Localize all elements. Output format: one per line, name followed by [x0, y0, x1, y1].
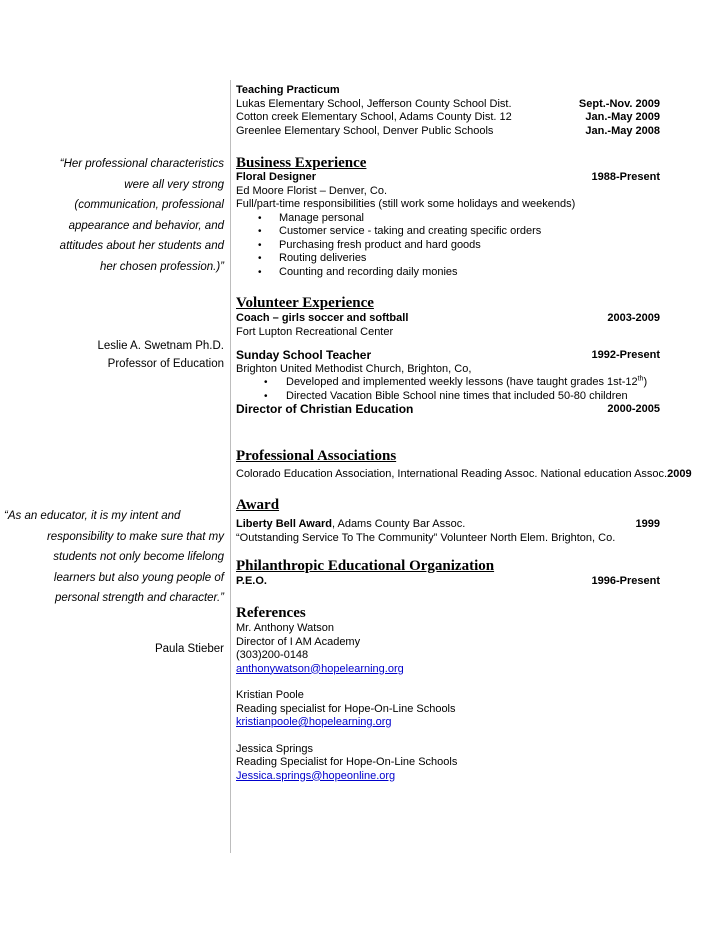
- peo-section: [236, 557, 660, 589]
- reference-title: Reading Specialist for Hope-On-Line Schools: [236, 756, 458, 768]
- quote-line: attitudes about her students and: [59, 240, 224, 252]
- section-heading: Professional Associations: [236, 448, 397, 464]
- quote-line: her chosen profession.)”: [99, 260, 224, 273]
- role-place: Brighton United Methodist Church, Brighton, Co,: [236, 362, 472, 375]
- quote-line: (communication, professional: [74, 199, 224, 211]
- peo-name: P.E.O.: [236, 575, 267, 587]
- association-row: [236, 468, 692, 482]
- duty-item: • Counting and recording daily monies: [236, 266, 660, 280]
- role-title: Coach – girls soccer and softball: [236, 312, 409, 324]
- quote-author: Leslie A. Swetnam Ph.D.: [97, 340, 224, 352]
- quote-line: personal strength and character.”: [55, 592, 224, 604]
- reference-email-link[interactable]: kristianpoole@hopelearning.org: [236, 716, 392, 728]
- reference-title: Director of I AM Academy: [236, 635, 361, 648]
- role-date: 2003-2009: [607, 312, 660, 324]
- volunteer-experience-section: [236, 294, 660, 417]
- quote-line: learners but also young people of: [53, 571, 224, 584]
- association-list: Colorado Education Association, International Reading Assoc. National education Assoc.: [236, 468, 668, 480]
- award-year: 1999: [635, 518, 660, 530]
- quote-line: students not only become lifelong: [53, 551, 224, 563]
- employer: Ed Moore Florist – Denver, Co.: [236, 184, 388, 197]
- quote-line: responsibility to make sure that my: [46, 530, 224, 543]
- association-year: 2009: [667, 468, 692, 480]
- role-place: Fort Lupton Recreational Center: [236, 325, 394, 338]
- quote-line: appearance and behavior, and: [68, 219, 224, 232]
- section-heading: Philanthropic Educational Organization: [236, 558, 495, 574]
- role-row: [236, 349, 660, 363]
- reference-title: Reading specialist for Hope-On-Line Schools: [236, 702, 456, 715]
- reference-email-link[interactable]: Jessica.springs@hopeonline.org: [236, 769, 396, 782]
- practicum-date: Sept.-Nov. 2009: [578, 97, 660, 110]
- duty-item: [236, 376, 660, 390]
- practicum-row: [236, 111, 660, 125]
- professional-associations-section: [236, 447, 692, 482]
- business-experience-section: [236, 154, 660, 279]
- duty-item: • Directed Vacation Bible School nine times that included 50-80 children: [236, 390, 660, 404]
- practicum-date: Jan.-May 2008: [585, 124, 660, 137]
- teaching-practicum-section: [236, 84, 660, 138]
- practicum-date: Jan.-May 2009: [585, 111, 660, 123]
- section-heading: Business Experience: [236, 155, 367, 171]
- reference-name: Kristian Poole: [236, 689, 304, 701]
- duty-item: • Customer service - taking and creating specific orders: [236, 225, 660, 239]
- practicum-place: Cotton creek Elementary School, Adams County Dist. 12: [236, 111, 512, 123]
- peo-date: 1996-Present: [591, 575, 660, 587]
- quote-author-role: Professor of Education: [107, 358, 224, 370]
- award-row: [236, 518, 660, 532]
- role-date: 1992-Present: [591, 349, 660, 361]
- job-note: Full/part-time responsibilities (still work some holidays and weekends): [236, 198, 576, 210]
- reference-email-link[interactable]: anthonywatson@hopelearning.org: [236, 662, 404, 675]
- practicum-place: Lukas Elementary School, Jefferson County School Dist.: [236, 97, 512, 110]
- quote-line: “Her professional characteristics: [59, 158, 224, 170]
- section-heading: Volunteer Experience: [236, 295, 374, 311]
- job-date: 1988-Present: [591, 171, 660, 183]
- testimonial-quote-1: [0, 154, 224, 277]
- role-row: [236, 312, 660, 326]
- testimonial-quote-2: [0, 506, 224, 609]
- section-heading: Award: [236, 497, 280, 513]
- duty-item: • Purchasing fresh product and hard goods: [236, 239, 660, 253]
- role-date: 2000-2005: [607, 403, 660, 415]
- quote-line: “As an educator, it is my intent and: [4, 510, 181, 522]
- duty-text-end: ): [643, 376, 648, 388]
- reference-phone: (303)200-0148: [236, 649, 309, 661]
- duty-item: • Routing deliveries: [236, 252, 660, 266]
- testimonial-1-attribution: [0, 337, 224, 373]
- award-section: [236, 496, 660, 545]
- award-title: Liberty Bell Award: [236, 518, 332, 530]
- practicum-row: [236, 125, 660, 139]
- role-title: Sunday School Teacher: [236, 348, 372, 362]
- role-title: Director of Christian Education: [236, 402, 414, 416]
- practicum-place: Greenlee Elementary School, Denver Public Schools: [236, 124, 494, 137]
- award-org: , Adams County Bar Assoc.: [331, 518, 466, 530]
- duty-text: Developed and implemented weekly lessons (have taught grades 1st-12: [286, 376, 638, 388]
- practicum-row: [236, 98, 660, 112]
- ordinal-suffix: th: [637, 375, 644, 383]
- section-heading: References: [236, 605, 306, 621]
- role-row: [236, 403, 660, 417]
- column-divider: [230, 80, 231, 853]
- reference-name: Mr. Anthony Watson: [236, 622, 335, 634]
- references-section: [236, 604, 660, 783]
- testimonial-2-attribution: [0, 640, 224, 658]
- quote-author: Paula Stieber: [154, 643, 224, 655]
- job-title: Floral Designer: [236, 171, 317, 183]
- duty-item: • Manage personal: [236, 212, 660, 226]
- reference-name: Jessica Springs: [236, 742, 314, 755]
- award-description: “Outstanding Service To The Community” Volunteer North Elem. Brighton, Co.: [236, 531, 616, 544]
- quote-line: were all very strong: [124, 178, 224, 191]
- section-title: Teaching Practicum: [236, 84, 340, 96]
- peo-row: [236, 575, 660, 589]
- job-row: [236, 171, 660, 185]
